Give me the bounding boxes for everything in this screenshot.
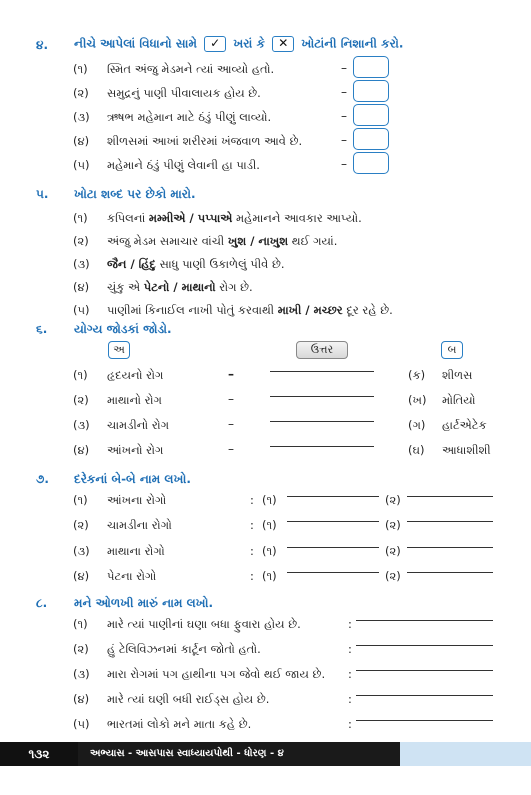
item-number: (ગ) [408,418,426,432]
q6-answer-line-1[interactable] [270,371,374,372]
q7-a1-label-3: (૧) [262,544,277,558]
q7-line-2b[interactable] [407,521,493,522]
col-b-label: બ [441,341,463,359]
option-words[interactable]: મમ્મીએ / પપ્પાએ [148,211,233,225]
q6-left-2 [73,393,162,408]
q7-a2-label-4: (૨) [385,569,401,583]
option-words[interactable]: હિંદુ [138,257,156,271]
page-number: ૧૩૨ [0,742,78,766]
q8-line-4[interactable] [356,695,493,696]
item-text: પેટના રોગો [107,569,157,583]
item-number: (૨) [73,518,89,532]
item-text: આંખનો રોગ [107,443,164,457]
option-words[interactable]: ખુશ / નાખુશ [227,234,289,248]
q4-item-1 [73,62,274,77]
q7-item-4 [73,569,156,584]
item-text: મારા રોગમાં પગ હાથીના પગ જેવો થઈ જાય છે. [107,667,326,681]
q4-title-pre: નીચે આપેલાં વિધાનો સામે [74,36,197,51]
q7-colon-3: : [250,544,254,558]
q6-left-4 [73,443,163,458]
col-answer-label: ઉત્તર [296,341,348,359]
q4-answer-box-5[interactable] [353,152,389,174]
item-text: રોગ છે. [215,280,253,294]
item-text: શીળસ [442,368,473,382]
q5-item-2 [73,234,337,249]
q7-line-1b[interactable] [407,496,493,497]
item-text: હું ટેલિવિઝનમાં કાર્ટૂન જોતો હતો. [107,642,261,656]
q8-colon-2: : [348,642,352,656]
item-text: મોતિયો [442,393,476,407]
q4-answer-box-4[interactable] [353,128,389,150]
q6-title: યોગ્ય જોડકાં જોડો. [74,322,172,336]
item-number: (૨) [73,393,89,407]
q5-item-4 [73,280,253,295]
option-words[interactable]: માખી / મચ્છર [277,303,343,317]
q7-item-3 [73,544,165,559]
q6-right-2 [408,393,476,408]
item-text: અંજુ મેડમ સમાચાર વાંચી [107,234,228,248]
q8-colon-3: : [348,667,352,681]
q7-number: ૭. [36,472,49,486]
item-text: મહેમાનને આવકાર આપ્યો. [232,211,362,225]
item-number: (૧) [73,62,88,76]
q6-answer-line-3[interactable] [270,421,374,422]
item-number: (૪) [73,134,90,148]
item-number: (૫) [73,303,90,317]
option-words[interactable]: પેટનો / માથાનો [143,280,216,294]
q5-item-1 [73,211,362,226]
q5-title: ખોટા શબ્દ પર છેકો મારો. [74,187,196,201]
option-words[interactable]: જૈન / [107,257,139,271]
q7-item-2 [73,518,172,533]
item-number: (૪) [73,443,90,457]
q7-colon-2: : [250,518,254,532]
q7-line-2a[interactable] [287,521,379,522]
q5-item-5 [73,303,393,318]
item-number: (૪) [73,692,90,706]
q6-dash-3: – [228,417,234,431]
q8-line-5[interactable] [356,720,493,721]
q4-dash-5: – [341,157,347,171]
item-text: મહેમાને ઠંડું પીણું લેવાની હા પાડી. [107,158,260,172]
item-number: (૩) [73,667,90,681]
q4-item-2 [73,86,261,101]
item-number: (ખ) [408,393,427,407]
footer-title: અભ્યાસ - આસપાસ સ્વાધ્યાયપોથી - ધોરણ - ૪ [90,748,284,759]
col-a-label: અ [108,341,130,359]
q6-right-3 [408,418,487,433]
q7-line-4a[interactable] [287,572,379,573]
item-text: આંખના રોગો [107,493,167,507]
q8-item-4 [73,692,269,707]
q7-line-3b[interactable] [407,547,493,548]
q8-item-5 [73,717,251,732]
q7-line-1a[interactable] [287,496,379,497]
item-number: (૨) [73,86,89,100]
q8-line-2[interactable] [356,645,493,646]
item-text: પાણીમાં કિનાઈલ નાખી પોતું કરવાથી [107,303,278,317]
q6-right-1 [408,368,472,383]
item-number: (૧) [73,617,88,631]
q8-colon-4: : [348,692,352,706]
q7-title: દરેકનાં બે-બે નામ લખો. [74,472,191,486]
item-number: (૫) [73,158,90,172]
item-text: કપિલનાં [107,211,149,225]
item-number: (ઘ) [408,443,425,457]
item-text: સાધુ પાણી ઉકાળેલું પીવે છે. [155,257,285,271]
q4-item-5 [73,158,260,173]
item-number: (૪) [73,569,90,583]
q7-item-1 [73,493,166,508]
q4-number: ૪. [36,38,48,52]
item-text: માથાના રોગો [107,544,165,558]
item-number: (૩) [73,418,90,432]
q6-dash-1: – [228,367,234,381]
q4-answer-box-3[interactable] [353,104,389,126]
q5-number: ૫. [36,187,49,201]
q7-line-4b[interactable] [407,572,493,573]
q7-a2-label-1: (૨) [385,493,401,507]
q6-number: ૬. [36,322,48,336]
q8-colon-1: : [348,617,352,631]
q8-line-1[interactable] [356,620,493,621]
q6-dash-2: – [228,392,234,406]
item-text: ઋષભ મહેમાન માટે ઠંડું પીણું લાવ્યો. [107,110,272,124]
q6-answer-line-2[interactable] [270,396,374,397]
q6-right-4 [408,443,491,458]
q6-left-3 [73,418,169,433]
item-text: આધાશીશી [442,443,491,457]
q4-item-3 [73,110,271,125]
q7-a1-label-2: (૧) [262,518,277,532]
q7-colon-4: : [250,569,254,583]
q4-dash-3: – [341,109,347,123]
q4-dash-4: – [341,133,347,147]
q4-item-4 [73,134,302,149]
cross-icon: ✕ [272,36,294,52]
item-text: થઈ ગયાં. [288,234,338,248]
item-number: (૪) [73,280,90,294]
q4-dash-1: – [341,61,347,75]
q4-answer-box-2[interactable] [353,80,389,102]
q7-a2-label-3: (૨) [385,544,401,558]
q6-answer-line-4[interactable] [270,446,374,447]
q5-item-3 [73,257,285,272]
q8-title: મને ઓળખી મારું નામ લખો. [74,596,214,610]
q8-item-2 [73,642,261,657]
item-number: (૧) [73,493,88,507]
footer-accent [400,742,531,766]
item-text: દૂર રહે છે. [342,303,393,317]
q6-left-1 [73,368,163,383]
item-text: સમુદ્રનું પાણી પીવાલાયક હોય છે. [107,86,261,100]
q7-a1-label-4: (૧) [262,569,277,583]
q8-item-3 [73,667,325,682]
q7-a2-label-2: (૨) [385,518,401,532]
q7-line-3a[interactable] [287,547,379,548]
item-text: ચામડીના રોગો [107,518,172,532]
item-number: (૧) [73,211,88,225]
item-number: (ક) [408,368,426,382]
q8-number: ૮. [36,596,48,610]
item-number: (૩) [73,110,90,124]
q8-line-3[interactable] [356,670,493,671]
q7-colon-1: : [250,493,254,507]
item-text: મારે ત્યાં ઘણી બધી રાઈડ્સ હોય છે. [107,692,270,706]
item-text: હૃદયનો રોગ [107,368,164,382]
item-text: સ્મિત અંજુ મેડમને ત્યાં આવ્યો હતો. [107,62,275,76]
item-text: ભારતમાં લોકો મને માતા કહે છે. [107,717,252,731]
q4-answer-box-1[interactable] [353,56,389,78]
q8-colon-5: : [348,717,352,731]
q6-dash-4: – [228,442,234,456]
item-text: ચામડીનો રોગ [107,418,170,432]
q4-title-mid: ખરાં કે [233,36,266,51]
item-number: (૧) [73,368,88,382]
q8-item-1 [73,617,301,632]
q4-dash-2: – [341,85,347,99]
item-text: ચુંકુ એ [107,280,144,294]
item-text: શીળસમાં આખાં શરીરમાં ખંજવાળ આવે છે. [107,134,303,148]
item-number: (૩) [73,257,90,271]
item-number: (૨) [73,234,89,248]
item-text: માથાનો રોગ [107,393,162,407]
tick-icon: ✓ [204,36,226,52]
item-number: (૩) [73,544,90,558]
item-text: હાર્ટએટેક [442,418,487,432]
q7-a1-label-1: (૧) [262,493,277,507]
item-number: (૫) [73,717,90,731]
q4-title-post: ખોટાંની નિશાની કરો. [301,36,404,51]
q4-title [74,36,403,52]
item-number: (૨) [73,642,89,656]
item-text: મારે ત્યાં પાણીનાં ઘણા બધા ફુવારા હોય છે. [107,617,301,631]
